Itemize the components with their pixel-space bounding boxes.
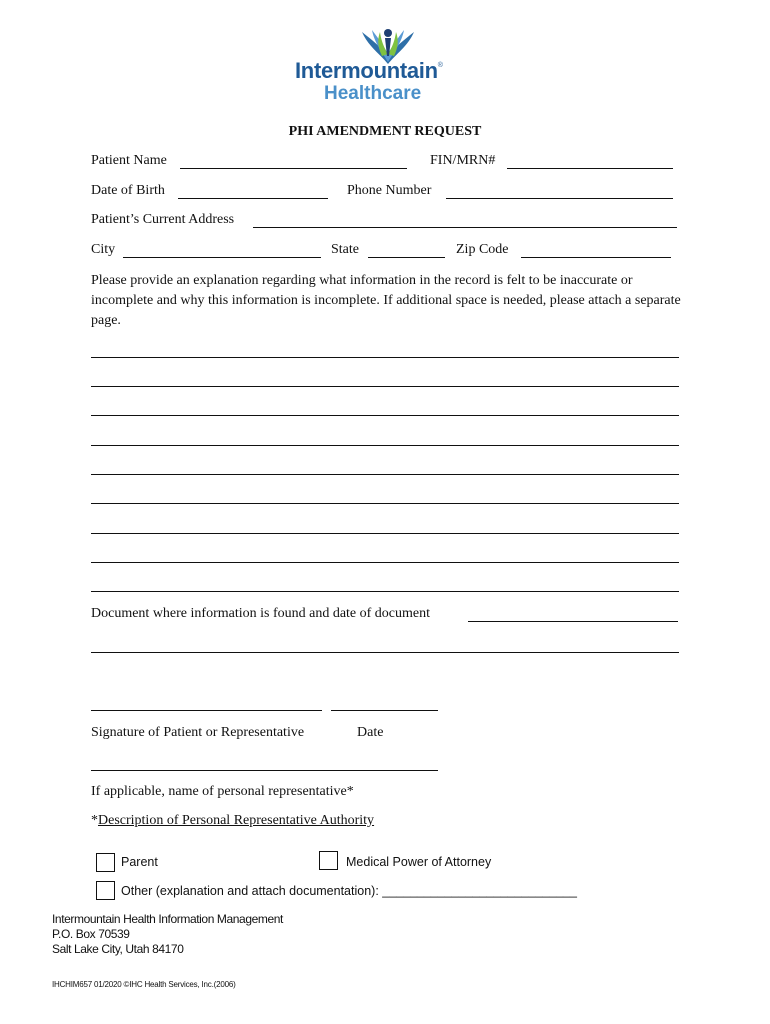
logo-wordmark-healthcare: Healthcare bbox=[324, 83, 422, 104]
date-of-birth-label: Date of Birth bbox=[91, 183, 165, 198]
city-field[interactable] bbox=[123, 257, 321, 258]
signature-date-field[interactable] bbox=[331, 710, 438, 711]
footer-po-box: P.O. Box 70539 bbox=[52, 927, 130, 941]
zip-code-field[interactable] bbox=[521, 257, 671, 258]
explanation-line[interactable] bbox=[91, 357, 679, 358]
other-checkbox[interactable] bbox=[96, 881, 115, 900]
document-source-line-2[interactable] bbox=[91, 652, 679, 653]
signature-field[interactable] bbox=[91, 710, 322, 711]
explanation-line[interactable] bbox=[91, 591, 679, 592]
patient-name-field[interactable] bbox=[180, 168, 407, 169]
explanation-line[interactable] bbox=[91, 562, 679, 563]
form-code: IHCHIM657 01/2020 ©IHC Health Services, Inc.(2006) bbox=[52, 980, 236, 989]
footer-city: Salt Lake City, Utah 84170 bbox=[52, 942, 184, 956]
parent-checkbox-label: Parent bbox=[121, 855, 158, 869]
medical-poa-checkbox-label: Medical Power of Attorney bbox=[346, 855, 492, 869]
footer-org: Intermountain Health Information Management bbox=[52, 912, 283, 926]
fin-mrn-field[interactable] bbox=[507, 168, 673, 169]
authority-heading: *Description of Personal Representative Authority bbox=[91, 813, 375, 828]
explanation-line[interactable] bbox=[91, 386, 679, 387]
explanation-line[interactable] bbox=[91, 415, 679, 416]
explanation-line[interactable] bbox=[91, 503, 679, 504]
current-address-label: Patient’s Current Address bbox=[91, 212, 235, 227]
state-field[interactable] bbox=[368, 257, 445, 258]
form-title: PHI AMENDMENT REQUEST bbox=[288, 124, 482, 139]
phone-number-label: Phone Number bbox=[347, 183, 432, 198]
representative-name-field[interactable] bbox=[91, 770, 438, 771]
zip-code-label: Zip Code bbox=[456, 242, 509, 257]
patient-name-label: Patient Name bbox=[91, 153, 167, 168]
city-label: City bbox=[91, 242, 116, 257]
signature-label: Signature of Patient or Representative bbox=[91, 725, 305, 740]
instructions-paragraph: Please provide an explanation regarding what information in the record is felt to be inaccurate or incomplete and why this information is incomplete. If additional space is needed, please attach a separate page. bbox=[91, 273, 681, 328]
explanation-line[interactable] bbox=[91, 474, 679, 475]
explanation-line[interactable] bbox=[91, 533, 679, 534]
document-source-label: Document where information is found and date of document bbox=[91, 606, 431, 621]
representative-name-label: If applicable, name of personal representative* bbox=[91, 784, 354, 799]
signature-date-label: Date bbox=[357, 725, 384, 740]
fin-mrn-label: FIN/MRN# bbox=[430, 153, 496, 168]
explanation-line[interactable] bbox=[91, 445, 679, 446]
footer-address bbox=[52, 912, 283, 957]
phone-number-field[interactable] bbox=[446, 198, 673, 199]
state-label: State bbox=[331, 242, 359, 257]
other-checkbox-label: Other (explanation and attach documentation): ____________________________ bbox=[121, 884, 577, 898]
current-address-field[interactable] bbox=[253, 227, 677, 228]
document-source-field[interactable] bbox=[468, 621, 678, 622]
logo-wordmark-intermountain: Intermountain® bbox=[295, 58, 443, 83]
date-of-birth-field[interactable] bbox=[178, 198, 328, 199]
parent-checkbox[interactable] bbox=[96, 853, 115, 872]
medical-poa-checkbox[interactable] bbox=[319, 851, 338, 870]
